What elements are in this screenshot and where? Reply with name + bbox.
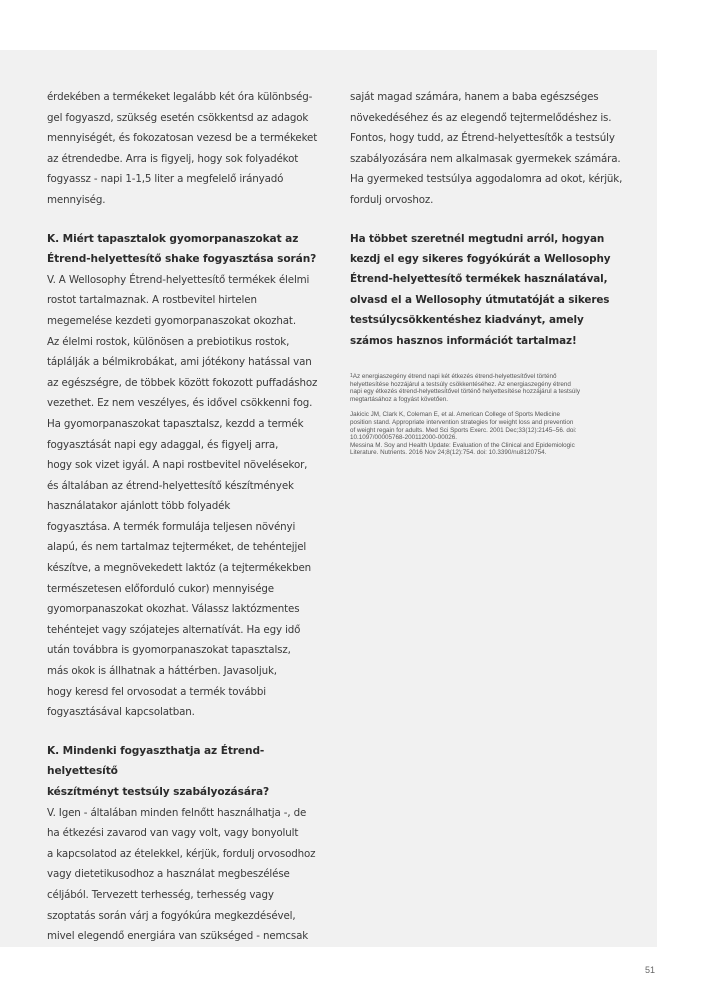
references: Jakicic JM, Clark K, Coleman E, et al. American College of Sports Medicine position stand. Appropriate intervention strategies for weight loss and prevention of weight regain for adults. Med Sci Sports Exerc. 2001 Dec;33(12):2145–56. doi: 10.1097/00005768-200112000-00026. Messina M. Soy and Health Update: Evaluation of the Clinical and Epidemiologic Literature. Nutrients. 2016 Nov 24;8(12):754. doi: 10.3390/nu8120754.	[350, 411, 577, 457]
footnote-mark: 1	[350, 373, 353, 379]
body-paragraph: érdekében a termékeket legalább két óra különbség- gel fogyaszd, szükség esetén csökkentsd az adagok mennyiségét, és fokozatosan vezesd be a termékeket az étrendedbe. Arra is figyelj, hogy sok folyadékot fogyassz - napi 1-1,5 liter a megfelelő irányadó mennyiség.	[47, 91, 318, 206]
faq-answer-stomach: V. A Wellosophy Étrend-helyettesítő termékek élelmi rostot tartalmaznak. A rostbevitel hirtelen megemelése kezdeti gyomorpanaszokat okozhat. Az élelmi rostok, különösen a prebiotikus rostok, táplálják a bélmikrobákat, ami jótékony hatással van az egészségre, de többek között fokozott puffadáshoz vezethet. Ez nem veszélyes, és idővel csökkenni fog. Ha gyomorpanaszokat tapasztalsz, kezdd a termék fogyasztását napi egy adaggal, és figyelj arra, hogy sok vizet igyál. A napi rostbevitel növelésekor, és általában az étrend-helyettesítő készítmények használatakor ajánlott több folyadék fogyasztása. A termék formulája teljesen növényi alapú, és nem tartalmaz tejterméket, de tehéntejjel készítve, a megnövekedett laktóz (a tejtermékekben természetesen előforduló cukor) mennyisége gyomorpanaszokat okozhat. Válassz laktózmentes tehéntejet vagy szójatejes alternatívát. Ha egy idő után továbbra is gyomorpanaszokat tapasztalsz, más okok is állhatnak a háttérben. Javasoljuk, hogy keresd fel orvosodat a termék további fogyasztásával kapcsolatban.	[47, 273, 318, 719]
call-to-action: Ha többet szeretnél megtudni arról, hogyan kezdj el egy sikeres fogyókúrát a Wellosophy Étrend-helyettesítő termékek használatával, olvasd el a Wellosophy útmutatóját a sikeres testsúlycsökkentéshez kiadványt, amely számos hasznos információt tartalmaz!	[350, 232, 611, 347]
left-column	[47, 87, 322, 947]
footnote	[350, 373, 635, 403]
right-column	[350, 87, 635, 457]
faq-answer-everyone: V. Igen - általában minden felnőtt használhatja -, de ha étkezési zavarod van vagy volt, vagy bonyolult a kapcsolatod az ételekkel, kérjük, fordulj orvosodhoz vagy dietetikusodhoz a használat megbeszélése céljából. Tervezett terhesség, terhesség vagy szoptatás során várj a fogyókúra megkezdésével, mivel elegendő energiára van szükséged - nemcsak	[47, 806, 316, 943]
faq-question-stomach: K. Miért tapasztalok gyomorpanaszokat az Étrend-helyettesítő shake fogyasztása során?	[47, 232, 317, 266]
footnote-text: Az energiaszegény étrend napi két étkezés étrend-helyettesítővel történő helyettesítése hozzájárul a testsúly csökkentéséhez. Az energiaszegény étrend napi egy étkezés étrend-helyettesítővel történő helyettesítése hozzájárul a testsúly megtartásához a fogyást követően.	[350, 373, 580, 403]
faq-question-everyone: K. Mindenki fogyaszthatja az Étrend-helyettesítő készítményt testsúly szabályozására?	[47, 744, 270, 798]
page-number: 51	[645, 965, 656, 975]
body-paragraph-continued: saját magad számára, hanem a baba egészséges növekedéséhez és az elegendő tejtermelődéshez is. Fontos, hogy tudd, az Étrend-helyettesítők a testsúly szabályozására nem alkalmasak gyermekek számára. Ha gyermeked testsúlya aggodalomra ad okot, kérjük, fordulj orvoshoz.	[350, 91, 623, 206]
